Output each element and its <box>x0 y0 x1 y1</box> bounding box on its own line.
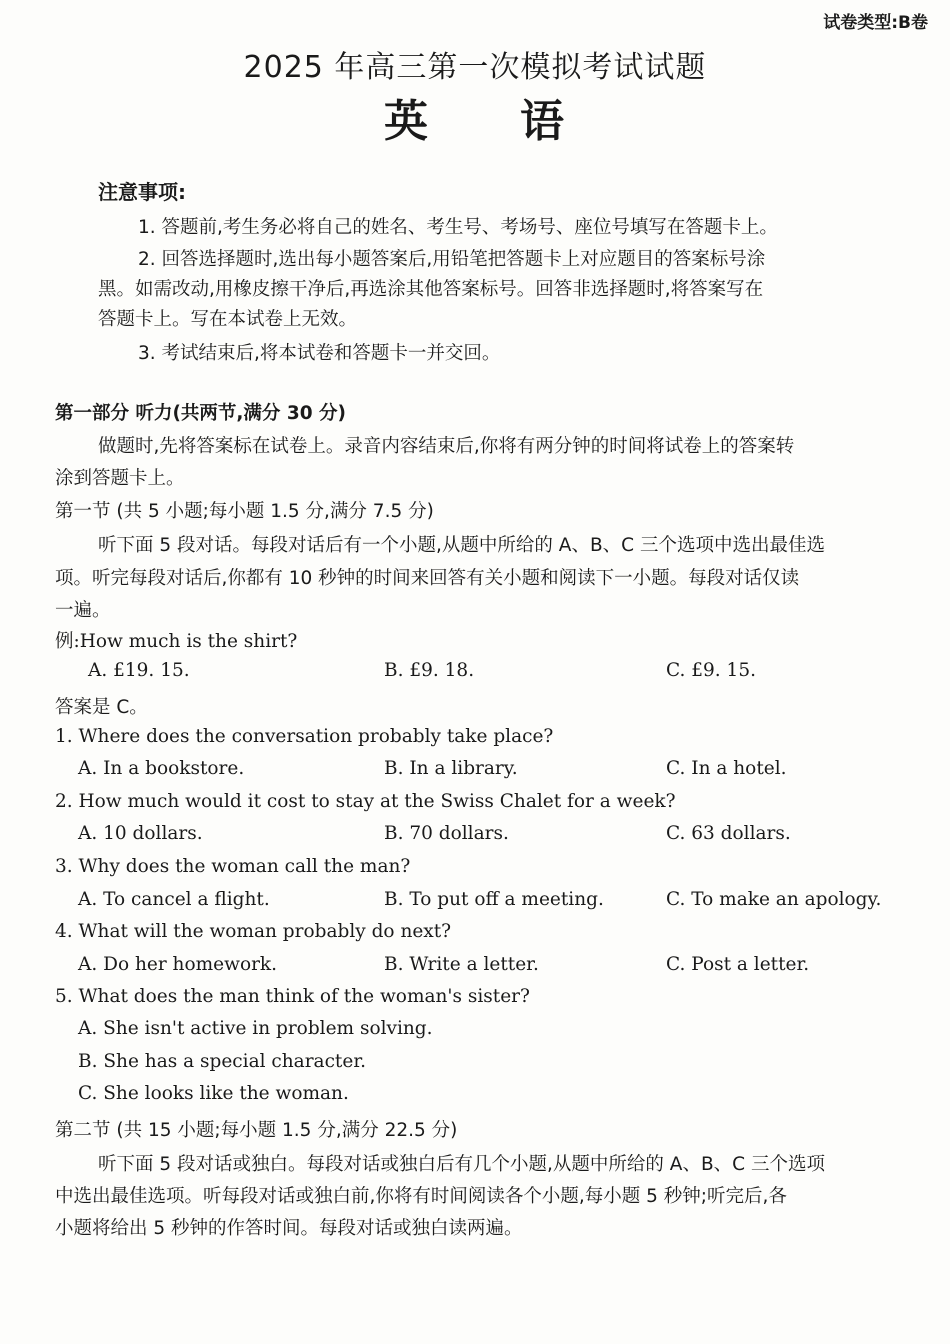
section2-heading: 第二节 (共 15 小题;每小题 1.5 分,满分 22.5 分) <box>55 1120 458 1141</box>
question-3-option-a: A. To cancel a flight. <box>78 889 270 910</box>
notice-item-2-line-3: 答题卡上。写在本试卷上无效。 <box>98 309 358 330</box>
section1-heading: 第一节 (共 5 小题;每小题 1.5 分,满分 7.5 分) <box>55 501 434 522</box>
question-1: 1. Where does the conversation probably take place? <box>55 726 554 747</box>
paper-type-label: 试卷类型:B卷 <box>823 13 928 33</box>
example-answer: 答案是 C。 <box>55 697 148 718</box>
example-option-a: A. £19. 15. <box>88 660 190 681</box>
question-5: 5. What does the man think of the woman's sister? <box>55 986 530 1007</box>
example-option-c: C. £9. 15. <box>666 660 756 681</box>
subject-char-2: 语 <box>520 96 566 147</box>
question-2: 2. How much would it cost to stay at the Swiss Chalet for a week? <box>55 791 676 812</box>
question-3-option-c: C. To make an apology. <box>666 889 882 910</box>
question-4: 4. What will the woman probably do next? <box>55 921 452 942</box>
exam-title: 2025 年高三第一次模拟考试试题 <box>243 50 707 85</box>
question-2-option-b: B. 70 dollars. <box>384 823 509 844</box>
notice-item-2-line-1: 2. 回答选择题时,选出每小题答案后,用铅笔把答题卡上对应题目的答案标号涂 <box>138 249 766 270</box>
section2-intro-line-1: 听下面 5 段对话或独白。每段对话或独白后有几个小题,从题中所给的 A、B、C 三个选项 <box>98 1154 825 1175</box>
question-5-option-a: A. She isn't active in problem solving. <box>78 1018 433 1039</box>
section2-intro-line-3: 小题将给出 5 秒钟的作答时间。每段对话或独白读两遍。 <box>55 1218 523 1239</box>
question-1-option-a: A. In a bookstore. <box>78 758 245 779</box>
question-1-option-b: B. In a library. <box>384 758 518 779</box>
section2-intro-line-2: 中选出最佳选项。听每段对话或独白前,你将有时间阅读各个小题,每小题 5 秒钟;听完后,各 <box>55 1186 787 1207</box>
notice-item-2-line-2: 黑。如需改动,用橡皮擦干净后,再选涂其他答案标号。回答非选择题时,将答案写在 <box>98 279 764 300</box>
question-1-option-c: C. In a hotel. <box>666 758 787 779</box>
notice-item-3: 3. 考试结束后,将本试卷和答题卡一并交回。 <box>138 343 501 364</box>
question-4-option-b: B. Write a letter. <box>384 954 539 975</box>
part1-heading: 第一部分 听力(共两节,满分 30 分) <box>55 403 347 424</box>
question-3-option-b: B. To put off a meeting. <box>384 889 604 910</box>
question-2-option-c: C. 63 dollars. <box>666 823 791 844</box>
section1-intro-line-1: 听下面 5 段对话。每段对话后有一个小题,从题中所给的 A、B、C 三个选项中选出最佳选 <box>98 535 825 556</box>
notice-heading: 注意事项: <box>98 180 186 204</box>
question-5-option-b: B. She has a special character. <box>78 1051 367 1072</box>
question-4-option-a: A. Do her homework. <box>78 954 278 975</box>
part1-intro-line-2: 涂到答题卡上。 <box>55 468 185 489</box>
example-question: 例:How much is the shirt? <box>55 631 298 652</box>
part1-intro-line-1: 做题时,先将答案标在试卷上。录音内容结束后,你将有两分钟的时间将试卷上的答案转 <box>98 436 795 457</box>
question-3: 3. Why does the woman call the man? <box>55 856 411 877</box>
question-4-option-c: C. Post a letter. <box>666 954 810 975</box>
example-option-b: B. £9. 18. <box>384 660 475 681</box>
subject-title <box>0 85 950 149</box>
section1-intro-line-3: 一遍。 <box>55 600 111 621</box>
question-2-option-a: A. 10 dollars. <box>78 823 203 844</box>
subject-char-1: 英 <box>384 96 430 147</box>
question-5-option-c: C. She looks like the woman. <box>78 1083 349 1104</box>
section1-intro-line-2: 项。听完每段对话后,你都有 10 秒钟的时间来回答有关小题和阅读下一小题。每段对话仅读 <box>55 568 800 589</box>
notice-item-1: 1. 答题前,考生务必将自己的姓名、考生号、考场号、座位号填写在答题卡上。 <box>138 217 778 238</box>
